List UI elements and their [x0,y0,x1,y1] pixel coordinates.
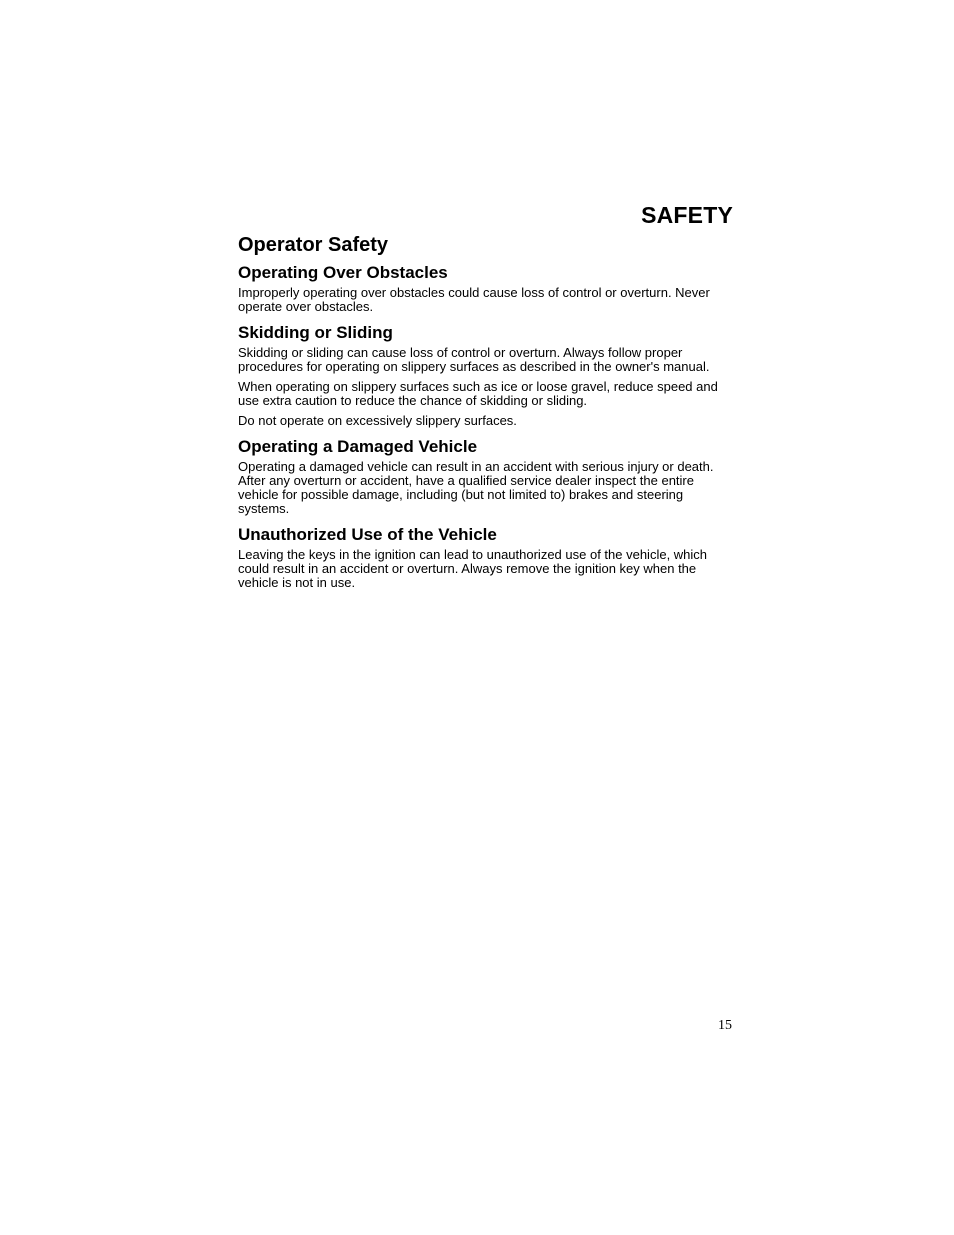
subsection-operating-over-obstacles [238,262,733,314]
subsection-title: Operating a Damaged Vehicle [238,437,478,456]
paragraph: Improperly operating over obstacles could cause loss of control or overturn. Never operate over obstacles. [238,285,710,314]
paragraph: Do not operate on excessively slippery surfaces. [238,413,517,428]
page-content [238,198,733,598]
subsection-title: Skidding or Sliding [238,323,393,342]
paragraph: When operating on slippery surfaces such as ice or loose gravel, reduce speed and use extra caution to reduce the chance of skidding or sliding. [238,379,718,408]
page-number: 15 [718,1018,732,1033]
section-title: Operator Safety [238,234,389,256]
subsection-title: Operating Over Obstacles [238,263,448,282]
paragraph: Leaving the keys in the ignition can lead to unauthorized use of the vehicle, which could result in an accident or overturn. Always remove the ignition key when the vehicle is not in use. [238,547,708,590]
subsection-skidding-or-sliding [238,322,733,428]
subsection-title: Unauthorized Use of the Vehicle [238,525,497,544]
paragraph: Skidding or sliding can cause loss of control or overturn. Always follow proper procedures for operating on slippery surfaces as described in the owner's manual. [238,345,710,374]
paragraph: Operating a damaged vehicle can result in an accident with serious injury or death. After any overturn or accident, have a qualified service dealer inspect the entire vehicle for possible damage, including (but not limited to) brakes and steering systems. [238,459,714,516]
subsection-operating-damaged-vehicle [238,436,733,516]
chapter-title: SAFETY [641,202,733,228]
subsection-unauthorized-use [238,524,733,590]
